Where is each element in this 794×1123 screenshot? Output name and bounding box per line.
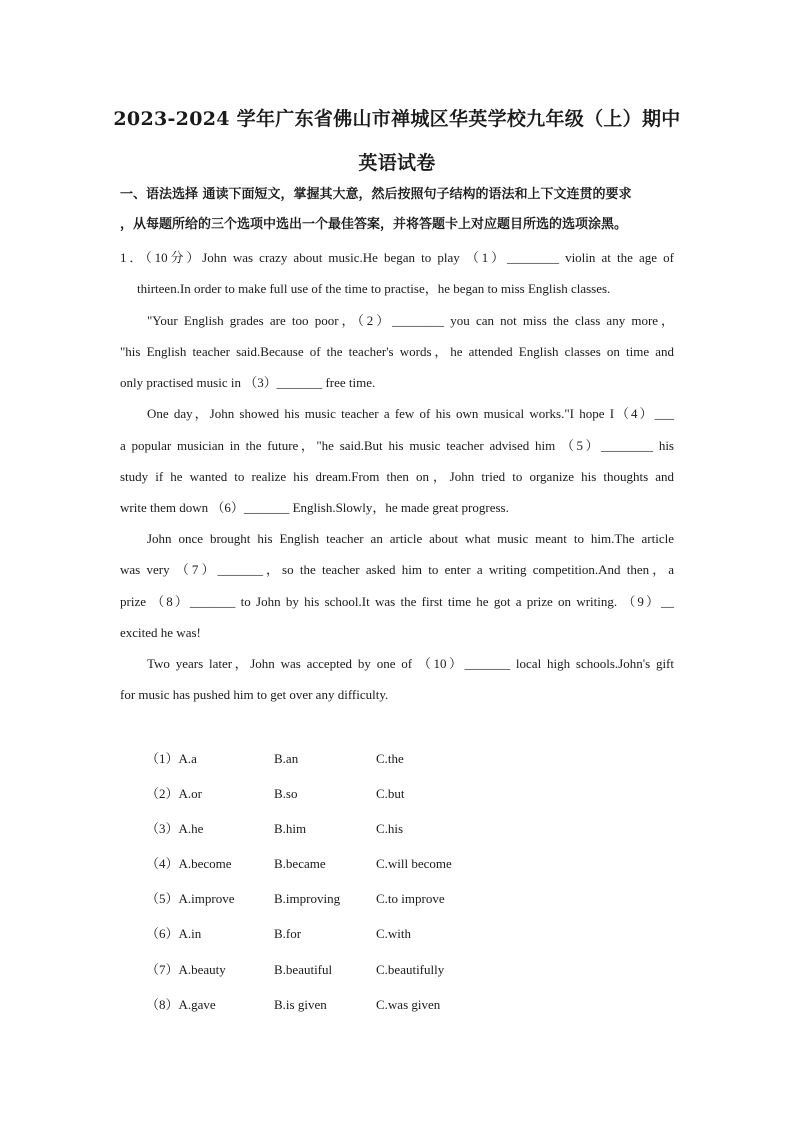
exam-title-line1: 2023-2024 学年广东省佛山市禅城区华英学校九年级（上）期中	[113, 108, 681, 130]
option-a: （7）A.beauty	[146, 962, 226, 977]
passage-line: only practised music in （3）_______ free time.	[120, 375, 376, 390]
passage-line: thirteen.In order to make full use of the time to practise，he began to miss English classes.	[137, 281, 611, 296]
option-c: C.was given	[376, 997, 441, 1012]
option-c: C.but	[376, 786, 405, 801]
option-a: （2）A.or	[146, 786, 202, 801]
passage-line: Two years later，John was accepted by one of （10）_______ local high schools.John's gift	[147, 656, 674, 671]
option-b: B.so	[274, 786, 298, 801]
option-a: （1）A.a	[146, 751, 197, 766]
passage-line: 1．（10分）John was crazy about music.He began to play （1）________ violin at the age of	[120, 250, 674, 265]
section-instructions-line1: 一、语法选择 通读下面短文，掌握其大意，然后按照句子结构的语法和上下文连贯的要求	[120, 187, 632, 202]
passage-line: John once brought his English teacher an article about what music meant to him.The article	[147, 531, 674, 546]
option-b: B.beautiful	[274, 962, 333, 977]
option-c: C.the	[376, 751, 404, 766]
option-c: C.will become	[376, 856, 452, 871]
option-b: B.an	[274, 751, 299, 766]
option-c: C.with	[376, 926, 412, 941]
passage-line: One day，John showed his music teacher a few of his own musical works."I hope I（4）___	[147, 406, 674, 421]
option-b: B.for	[274, 926, 302, 941]
passage-line: excited he was!	[120, 625, 201, 640]
passage-line: write them down （6）_______ English.Slowly，he made great progress.	[120, 500, 509, 515]
option-a: （3）A.he	[146, 821, 204, 836]
option-c: C.his	[376, 821, 404, 836]
section-instructions-line2: ，从每题所给的三个选项中选出一个最佳答案，并将答题卡上对应题目所选的选项涂黑。	[120, 217, 628, 232]
passage-line: "his English teacher said.Because of the teacher's words，he attended English classes on time and	[120, 344, 674, 359]
option-b: B.improving	[274, 891, 341, 906]
passage-line: study if he wanted to realize his dream.From then on，John tried to organize his thoughts and	[120, 469, 674, 484]
passage-line: was very （7）_______，so the teacher asked him to enter a writing competition.And then，a	[120, 562, 674, 577]
option-b: B.became	[274, 856, 326, 871]
option-a: （5）A.improve	[146, 891, 235, 906]
option-b: B.is given	[274, 997, 327, 1012]
option-b: B.him	[274, 821, 307, 836]
option-c: C.beautifully	[376, 962, 445, 977]
option-a: （4）A.become	[146, 856, 232, 871]
passage-line: "Your English grades are too poor，（2）________ you can not miss the class any more，	[147, 313, 674, 328]
option-a: （8）A.gave	[146, 997, 216, 1012]
passage-line: prize （8）_______ to John by his school.It was the first time he got a prize on writing. （9）__	[120, 594, 674, 609]
passage-line: a popular musician in the future，"he said.But his music teacher advised him （5）________ his	[120, 438, 674, 453]
exam-title-line2: 英语试卷	[358, 152, 436, 174]
option-c: C.to improve	[376, 891, 445, 906]
passage-line: for music has pushed him to get over any difficulty.	[120, 687, 389, 702]
option-a: （6）A.in	[146, 926, 202, 941]
